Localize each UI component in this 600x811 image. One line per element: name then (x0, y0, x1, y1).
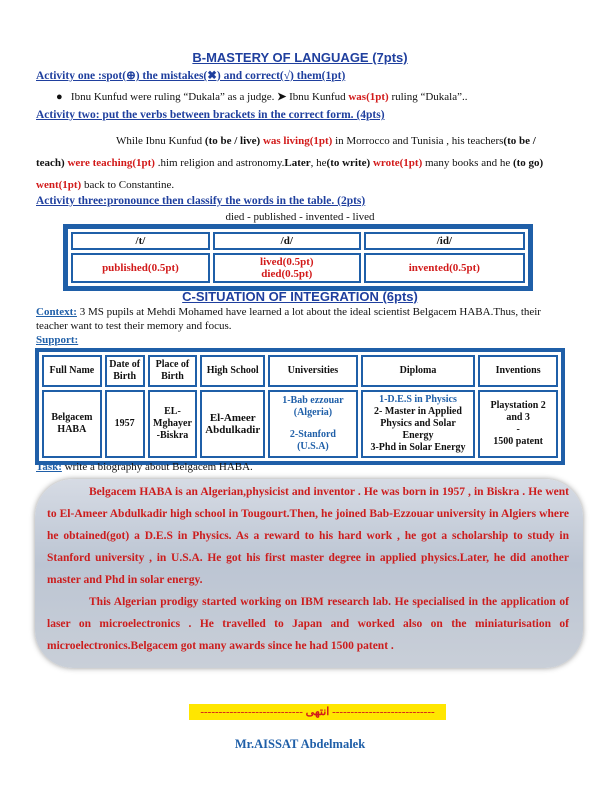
section-c-title: C-SITUATION OF INTEGRATION (6pts) (182, 289, 418, 304)
pronunciation-table (63, 224, 533, 291)
text-segment: .him religion and astronomy. (154, 157, 285, 169)
table-cell (213, 253, 361, 283)
text-segment: While Ibnu Kunfud (116, 135, 205, 147)
cell-line: 3-Phd in Solar Energy (370, 442, 466, 453)
table-header: /t/ (71, 232, 210, 250)
table-header: Full Name (42, 355, 102, 387)
task-label: Task: (36, 461, 62, 473)
answer: went(1pt) (36, 179, 82, 191)
text-segment: , he (310, 157, 327, 169)
cell-line: 1-Bab ezzouar (282, 395, 344, 406)
activity-two-paragraph (36, 130, 566, 196)
table-header: Universities (268, 355, 358, 387)
arrow-icon: ➤ (277, 91, 287, 103)
table-header: Inventions (478, 355, 558, 387)
answer: wrote(1pt) (370, 157, 423, 169)
end-marker-bar (189, 704, 446, 720)
cell-line: 2-Stanford (289, 429, 336, 440)
verb-prompt: (to be / live) (204, 135, 261, 147)
table-cell (361, 390, 476, 458)
correct-sentence-end: ruling “Dukala”.. (391, 91, 468, 103)
biography-text (35, 479, 583, 657)
activity-one-title: Activity one :spot(⊕) the mistakes(✖) and correct(√) them(1pt) (36, 70, 346, 82)
table-cell: published(0.5pt) (71, 253, 210, 283)
table-header: /d/ (213, 232, 361, 250)
correct-sentence-start: Ibnu Kunfud (289, 91, 349, 103)
cell-line: died(0.5pt) (261, 268, 313, 280)
activity-one-sentence (56, 90, 576, 104)
table-cell (478, 390, 558, 458)
cell-line: 1500 patent (493, 436, 543, 447)
text-segment: in Morrocco and Tunisia , his teachers (332, 135, 504, 147)
word-list: died - published - invented - lived (225, 211, 375, 223)
table-cell: El-Ameer Abdulkadir (200, 390, 265, 458)
author-signature: Mr.AISSAT Abdelmalek (234, 737, 366, 751)
cell-line: 1-D.E.S in Physics (379, 394, 457, 405)
cell-line: Playstation 2 and 3 (490, 400, 546, 423)
table-cell: invented(0.5pt) (364, 253, 525, 283)
verb-prompt: (to write) (326, 157, 371, 169)
table-header: Date of Birth (105, 355, 145, 387)
activity-three-title: Activity three:pronounce then classify the words in the table. (2pts) (36, 195, 366, 207)
correction: was(1pt) (348, 91, 389, 103)
table-row (42, 390, 558, 458)
table-cell: Belgacem HABA (42, 390, 102, 458)
cell-line: 2- Master in Applied Physics and Solar Energy (374, 406, 462, 441)
task-line (36, 460, 253, 474)
end-marker: ---------------------------- انتهى ---------------------------- (200, 706, 435, 718)
table-header: Place of Birth (148, 355, 198, 387)
table-row (42, 355, 558, 387)
cell-line: (U.S.A) (297, 441, 329, 452)
answer: was living(1pt) (260, 135, 333, 147)
table-cell: EL-Mghayer -Biskra (148, 390, 198, 458)
table-header: Diploma (361, 355, 476, 387)
table-header: High School (200, 355, 265, 387)
section-b-title: B-MASTERY OF LANGUAGE (7pts) (192, 50, 408, 65)
verb-prompt: (to go) (512, 157, 544, 169)
support-table (35, 348, 565, 465)
context-text: 3 MS pupils at Mehdi Mohamed have learned a lot about the ideal scientist Belgacem HABA.Thus, their teacher want to test their memory and focus. (36, 306, 541, 332)
bullet-icon: ● (56, 91, 63, 103)
biography-paragraph-2: This Algerian prodigy started working on IBM research lab. He specialised in the application of laser on microelectronics . He travelled to Japan and worked also on the miniaturisation of microelectronics.Belgacem got many awards since he had 1500 patent . (47, 596, 569, 652)
biography-panel (35, 479, 583, 668)
support-label: Support: (36, 334, 79, 346)
answer: were teaching(1pt) (64, 157, 155, 169)
cell-line: lived(0.5pt) (260, 256, 314, 268)
text-segment: back to Constantine. (81, 179, 175, 191)
verb-prompt: (to be / teach) (36, 135, 536, 169)
cell-line: - (516, 424, 520, 435)
wrong-sentence: Ibnu Kunfud were ruling “Dukala” as a judge. (70, 91, 275, 103)
table-header: /id/ (364, 232, 525, 250)
table-cell (268, 390, 358, 458)
text-segment: many books and he (422, 157, 513, 169)
context-label: Context: (36, 306, 77, 318)
table-row (71, 232, 525, 250)
text-segment-bold: Later (284, 157, 311, 169)
cell-line: (Algeria) (293, 407, 333, 418)
table-row (71, 253, 525, 283)
biography-paragraph-1: Belgacem HABA is an Algerian,physicist and inventor . He was born in 1957 , in Biskra . He went to El-Ameer Abdulkadir high school in Tougourt.Then, he joined Bab-Ezzouar university in Algiers where he obtained(got) a D.E.S in Physics. As a reward to his hard work , he got a scholarship to study in Stanford university , in U.S.A. He got his first master degree in applied physics.Later, he did another master and Phd in solar energy. (47, 486, 569, 586)
table-cell: 1957 (105, 390, 145, 458)
task-text: write a biography about Belgacem HABA. (61, 461, 253, 473)
activity-two-title: Activity two: put the verbs between brackets in the correct form. (4pts) (36, 109, 385, 121)
context-paragraph (36, 305, 541, 333)
